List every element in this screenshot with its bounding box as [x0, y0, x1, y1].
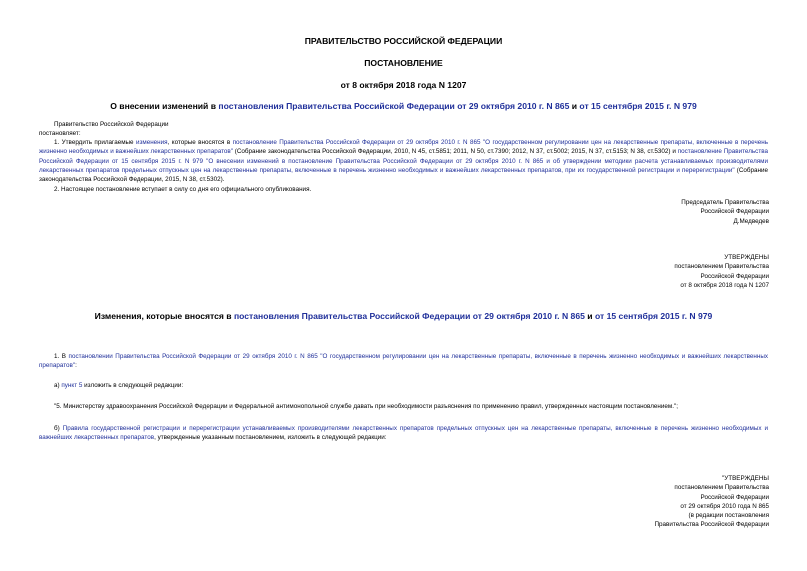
paragraph-1 [39, 138, 768, 184]
changes-title-and: и [584, 311, 595, 321]
intro-government: Правительство Российской Федерации [54, 121, 169, 128]
p1-link-865[interactable]: постановление Правительства Российской Федерации от 29 октября 2010 г. N 865 "О государственном регулировании цен на лекарственные препараты, включенные в перечень жизненно необходимых и важнейших лекарственных препаратов" [39, 139, 768, 156]
document-title [0, 101, 807, 111]
change-b [39, 424, 768, 443]
approved2-line-4: от 29 октября 2010 года N 865 [680, 502, 769, 510]
document-type: ПОСТАНОВЛЕНИЕ [364, 58, 443, 68]
approved-line-4: от 8 октября 2018 года N 1207 [680, 281, 769, 289]
c1-text-b: : [75, 362, 77, 370]
title-link-865[interactable]: постановления Правительства Российской Федерации от 29 октября 2010 г. N 865 [218, 101, 570, 111]
p1-link-changes[interactable]: изменения [135, 139, 168, 146]
p1-text-a: 1. Утвердить прилагаемые [54, 139, 136, 146]
title-prefix: О внесении изменений в [110, 101, 219, 111]
signature-line-1: Председатель Правительства [681, 199, 769, 206]
p1-link-979[interactable]: постановление Правительства Российской Федерации от 15 сентября 2015 г. N 979 "О внесении изменений в постановление Правительства Российской Федерации от 29 октября 2010 г. N 865 и об утверждении методики расчета устанавливаемых производителями лекарственных препаратов предельных отпускных цен на лекарственные препараты, включенные в перечень жизненно необходимых и важнейших лекарственных препаратов, при их государственной регистрации и перерегистрации" [39, 148, 768, 174]
title-and: и [569, 101, 580, 111]
changes-title-link-979[interactable]: от 15 сентября 2015 г. N 979 [594, 311, 713, 321]
change-1 [39, 352, 768, 371]
signature-line-2: Российской Федерации [700, 208, 769, 216]
p1-text-b: , которые вносятся в [167, 139, 233, 146]
approved2-line-1: "УТВЕРЖДЕНЫ [721, 475, 769, 482]
b-link-rules[interactable]: Правила государственной регистрации и перерегистрации устанавливаемых производителями лекарственных препаратов предельных отпускных цен на лекарственные препараты, включенные в перечень жизненно необходимых и важнейших лекарственных препаратов [39, 425, 768, 442]
c1-link-865[interactable]: постановлении Правительства Российской Федерации от 29 октября 2010 г. N 865 "О государственном регулировании цен на лекарственные препараты, включенные в перечень жизненно необходимых и важнейших лекарственных препаратов" [39, 353, 769, 370]
c1-text-a: 1. В [54, 353, 69, 360]
date-number: от 8 октября 2018 года N 1207 [340, 80, 467, 90]
p1-text-c: (Собрание законодательства Российской Федерации, 2010, N 45, ст.5851; 2011, N 50, ст.7390; 2012, N 37, ст.5002; 2015, N 37, ст.5153; N 38, ст.5302) и [232, 148, 678, 156]
approved-line-2: постановлением Правительства [674, 263, 769, 271]
paragraph-2: 2. Настоящее постановление вступает в силу со дня его официального опубликования. [54, 186, 312, 193]
signature-block [469, 198, 769, 226]
b-text-b: , утвержденные указанным постановлением, изложить в следующей редакции: [154, 434, 387, 442]
b-text-a: б) [54, 425, 63, 432]
approved2-line-6: Правительства Российской Федерации [654, 521, 769, 529]
approved-line-1: УТВЕРЖДЕНЫ [724, 254, 769, 261]
p1-text-d: (Собрание законодательства Российской Федерации, 2015, N 38, ст.5302). [39, 166, 768, 184]
title-link-979[interactable]: от 15 сентября 2015 г. N 979 [579, 101, 697, 111]
approved2-line-5: (в редакции постановления [688, 512, 769, 520]
changes-title-prefix: Изменения, которые вносятся в [94, 311, 234, 321]
government-heading: ПРАВИТЕЛЬСТВО РОССИЙСКОЙ ФЕДЕРАЦИИ [304, 36, 503, 46]
changes-title-link-865[interactable]: постановления Правительства Российской Федерации от 29 октября 2010 г. N 865 [233, 311, 585, 321]
quote-item-5: "5. Министерству здравоохранения Российской Федерации и Федеральной антимонопольной службе давать при необходимости разъяснения по применению правил, утвержденных настоящим постановлением."; [54, 403, 678, 410]
approved-line-3: Российской Федерации [700, 272, 769, 280]
approved2-line-3: Российской Федерации [700, 493, 769, 501]
a-link-item-5[interactable]: пункт 5 [61, 382, 83, 389]
approved-block-2 [469, 474, 769, 530]
approved2-line-2: постановлением Правительства [674, 484, 769, 492]
approved-block [469, 253, 769, 290]
a-text-a: а) [54, 382, 62, 389]
change-a [54, 381, 183, 390]
a-text-b: изложить в следующей редакции: [82, 382, 184, 389]
signature-name: Д.Медведев [733, 217, 769, 225]
changes-title [0, 311, 807, 321]
intro-decides: постановляет: [39, 130, 81, 137]
